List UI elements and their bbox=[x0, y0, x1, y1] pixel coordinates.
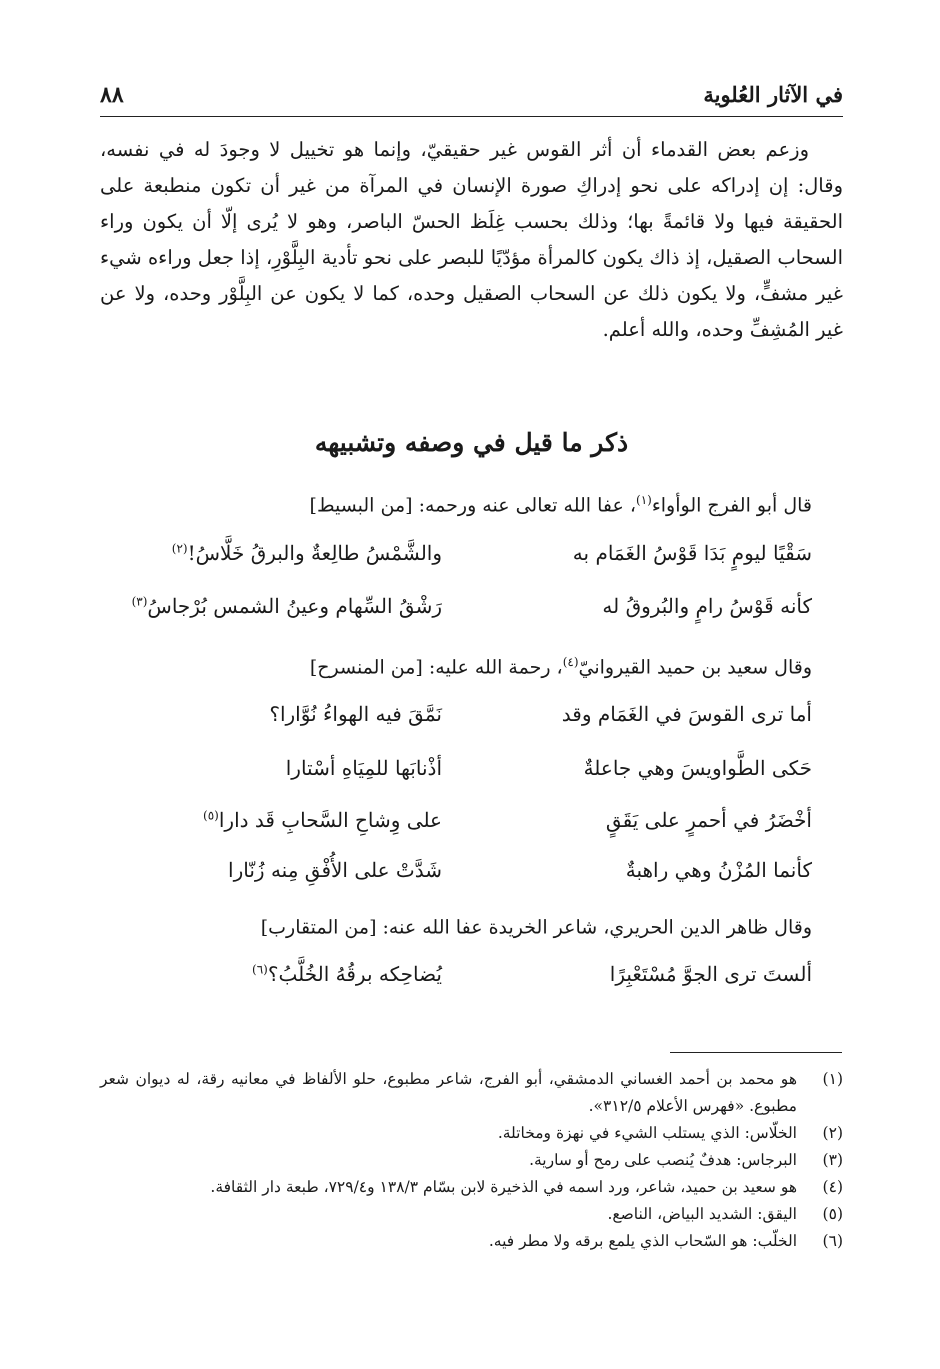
second-hemistich: على وِشاحِ السَّحابِ قَد دارا$^{(٥)}$ bbox=[203, 808, 442, 832]
footnote-number: (٢) bbox=[822, 1124, 843, 1142]
footnote-number: (٣) bbox=[822, 1151, 843, 1169]
body-paragraph bbox=[100, 132, 843, 348]
running-title: في الآثار العُلوية bbox=[703, 82, 843, 107]
verse-line bbox=[120, 594, 812, 630]
first-hemistich: أخْضَرُ في أحمرٍ على يَقَقٍ bbox=[605, 808, 812, 832]
second-hemistich: رَشْقُ السِّهام وعينُ الشمس بُرْجاسُ$^{(٣)}$ bbox=[131, 594, 442, 618]
footnote bbox=[100, 1147, 843, 1174]
section-heading: ذكر ما قيل في وصفه وتشبيهه bbox=[314, 428, 629, 457]
first-hemistich: حَكى الطَّواويسَ وهي جاعلةٌ bbox=[583, 756, 812, 780]
verse-line bbox=[120, 541, 812, 577]
footnote bbox=[100, 1174, 843, 1201]
page-header bbox=[100, 78, 843, 117]
footnote-mark: (١) bbox=[636, 493, 652, 507]
poem-intro: وقال سعيد بن حميد القيروانيّ$^{(٤)}$، رحمة الله عليه: [من المنسرح] bbox=[309, 655, 812, 679]
poem-intro: قال أبو الفرج الوأواء$^{(١)}$، عفا الله تعالى عنه ورحمه: [من البسيط] bbox=[309, 493, 812, 517]
footnote-number: (٦) bbox=[822, 1232, 843, 1250]
poem-intro: وقال ظاهر الدين الحريري، شاعر الخريدة عفا الله عنه: [من المتقارب] bbox=[260, 916, 812, 939]
first-hemistich: سَقْيًا ليومٍ بَدَا قَوْسُ الغَمَام به bbox=[572, 541, 812, 565]
footnote-number: (٤) bbox=[822, 1178, 843, 1196]
footnote-mark: (٤) bbox=[562, 655, 579, 669]
first-hemistich: كأنما المُزْنُ وهي راهبةٌ bbox=[625, 858, 812, 882]
first-hemistich: أما ترى القوسَ في الغَمَام وقد bbox=[561, 702, 812, 726]
footnotes bbox=[100, 1066, 843, 1255]
verse-line bbox=[120, 702, 812, 738]
footnote-mark: (٢) bbox=[171, 541, 188, 556]
second-hemistich: نَمَّقَ فيه الهواءُ نُوَّارا؟ bbox=[269, 702, 442, 726]
footnote-text: هو محمد بن أحمد الغساني الدمشقي، أبو الفرج، شاعر مطبوع، حلو الألفاظ في معانيه رقة، له ديوان شعر مطبوع. «فهرس الأعلام ٣١٢/٥». bbox=[100, 1070, 797, 1115]
paragraph: وزعم بعض القدماء أن أثر القوس غير حقيقيّ، وإنما هو تخييل لا وجودَ له في نفسه، وقال: إن إدراكه على نحو إدراكِ صورة الإنسان في المرآة من غير أن تكون منطبعة على الحقيقة فيها ولا قائمةً بها؛ وذلك بحسب غِلَظ الحسّ الباصر، وهو لا يُرى إلّا أن يكون وراء السحاب الصقيل، إذ ذاك يكون كالمرأة مؤدّيًا للبصر على نحو تأدية البِلَّوْرِ، إذا جعل وراءه شيء غير مشفٍّ، ولا يكون ذلك عن السحاب الصقيل وحده، كما لا يكون عن البِلَّوْر وحده، ولا عن غير المُشِفِّ وحده، والله أعلم. bbox=[100, 138, 843, 341]
footnote bbox=[100, 1120, 843, 1147]
verse-line bbox=[120, 858, 812, 894]
footnote-mark: (٦) bbox=[252, 962, 268, 977]
second-hemistich: شَدَّتْ على الأُفْقِ مِنه زُنّارا bbox=[228, 858, 442, 882]
footnote-text: الخلّب: هو السّحاب الذي يلمع برقه ولا مطر فيه. bbox=[488, 1232, 797, 1250]
footnote-text: الخلّاس: الذي يستلب الشيء في نهزة ومخاتلة. bbox=[497, 1124, 797, 1142]
footnote-mark: (٥) bbox=[203, 808, 219, 823]
second-hemistich: أذْنابَها للمِيَاهِ أسْتارا bbox=[285, 756, 442, 780]
footnote bbox=[100, 1201, 843, 1228]
footnote-text: هو سعيد بن حميد، شاعر، ورد اسمه في الذخيرة لابن بسّام ١٣٨/٣ و٧٢٩/٤، طبعة دار الثقافة. bbox=[210, 1178, 797, 1196]
footnote bbox=[100, 1066, 843, 1120]
verse-line bbox=[120, 756, 812, 792]
footnote-number: (٥) bbox=[822, 1205, 843, 1223]
footnote bbox=[100, 1228, 843, 1255]
footnote-number: (١) bbox=[822, 1070, 843, 1088]
first-hemistich: ألستَ ترى الجوَّ مُسْتَعْبِرًا bbox=[609, 962, 812, 986]
page-number: ٨٨ bbox=[100, 82, 124, 108]
footnote-text: اليقق: الشديد البياض، الناصع. bbox=[607, 1205, 797, 1223]
second-hemistich: والشَّمْسُ طالِعةٌ والبرقُ خَلَّاسُ!$^{(٢)}$ bbox=[171, 541, 442, 565]
footnote-text: البرجاس: هدفٌ يُنصب على رمح أو سارية. bbox=[529, 1151, 797, 1169]
second-hemistich: يُضاحِكه برقُهُ الخُلَّبُ؟$^{(٦)}$ bbox=[252, 962, 442, 986]
verse-line bbox=[120, 808, 812, 844]
footnote-divider bbox=[670, 1052, 842, 1053]
footnote-mark: (٣) bbox=[131, 594, 148, 609]
first-hemistich: كأنه قَوْسُ رامٍ والبُروقُ له bbox=[602, 594, 812, 618]
verse-line bbox=[120, 962, 812, 998]
